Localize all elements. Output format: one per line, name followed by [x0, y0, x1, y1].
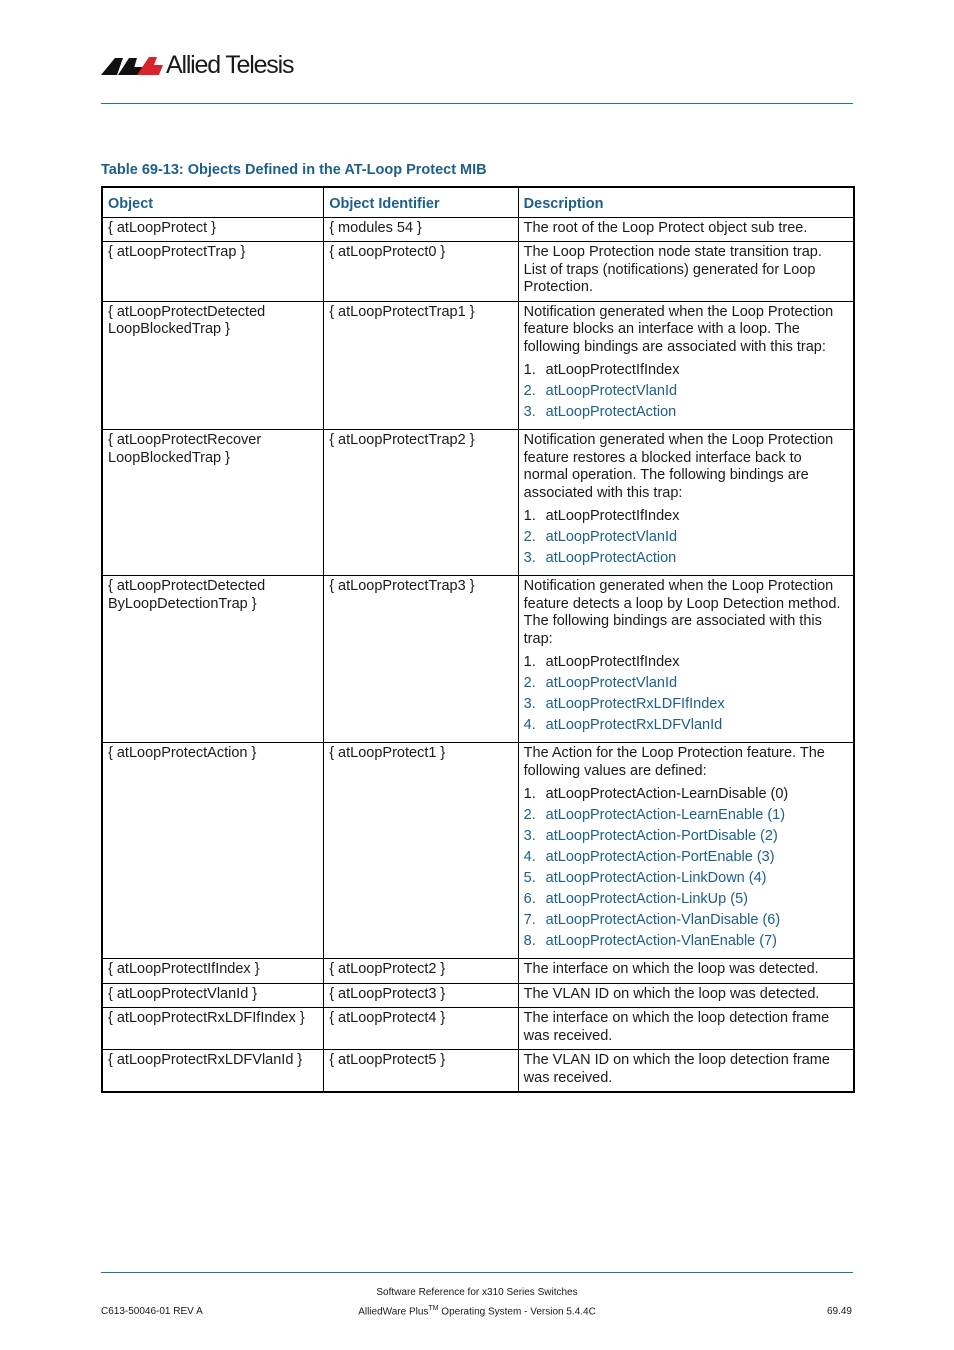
binding-list-item	[524, 786, 848, 803]
footer-page-number: 69.49	[826, 1306, 852, 1317]
table-caption: Table 69-13: Objects Defined in the AT-Loop Protect MIB	[101, 162, 487, 178]
binding-list-item[interactable]	[524, 891, 848, 908]
description-text: The root of the Loop Protect object sub tree.	[523, 219, 808, 236]
list-item-number: 3.	[523, 828, 536, 844]
list-item-number: 2.	[523, 675, 536, 691]
description-text: Notification generated when the Loop Protection feature restores a blocked interface back to normal operation. The following bindings are associated with this trap:	[523, 432, 834, 501]
table-row	[102, 1008, 854, 1050]
list-item-text: atLoopProtectIfIndex	[545, 508, 680, 524]
table-row	[102, 217, 854, 242]
object-identifier-cell: { atLoopProtect1 }	[324, 743, 518, 959]
description-cell	[518, 301, 854, 430]
list-item-text: atLoopProtectIfIndex	[545, 362, 680, 378]
header-object: Object	[102, 187, 324, 217]
description-text: Notification generated when the Loop Protection feature detects a loop by Loop Detection method. The following bindings are associated with this trap:	[523, 578, 841, 647]
object-cell: { atLoopProtect }	[102, 217, 324, 242]
list-item-number: 8.	[523, 933, 536, 949]
binding-list-item[interactable]	[524, 870, 848, 887]
list-item-text: atLoopProtectAction-PortEnable (3)	[545, 849, 775, 865]
binding-list	[524, 654, 848, 734]
description-text: The VLAN ID on which the loop detection frame was received.	[523, 1052, 830, 1086]
description-cell	[518, 1050, 854, 1093]
binding-list-item[interactable]	[524, 807, 848, 824]
object-identifier-cell: { atLoopProtect3 }	[324, 983, 518, 1008]
footer-product-version: Operating System - Version 5.4.4C	[438, 1306, 596, 1318]
object-identifier-cell: { atLoopProtect2 }	[324, 959, 518, 984]
description-text: The Action for the Loop Protection feature. The following values are defined:	[523, 745, 825, 779]
description-text: The interface on which the loop was detected.	[523, 961, 819, 977]
list-item-number: 1.	[523, 362, 536, 378]
brand-name: Allied Telesis	[166, 51, 294, 79]
description-cell	[518, 1008, 854, 1050]
allied-telesis-logo	[101, 50, 293, 80]
list-item-number: 4.	[523, 849, 536, 865]
description-cell	[518, 242, 854, 302]
binding-list-item[interactable]	[524, 912, 848, 929]
mib-objects-table	[101, 186, 855, 1093]
object-cell: { atLoopProtectIfIndex }	[102, 959, 324, 984]
header-object-identifier: Object Identifier	[324, 187, 518, 217]
binding-list-item[interactable]	[524, 717, 848, 734]
object-cell: { atLoopProtectDetected ByLoopDetectionTrap }	[102, 576, 324, 743]
list-item-number: 1.	[523, 654, 536, 670]
description-cell	[518, 576, 854, 743]
binding-list-item[interactable]	[524, 828, 848, 845]
object-identifier-cell: { atLoopProtectTrap2 }	[324, 430, 518, 576]
list-item-text: atLoopProtectRxLDFIfIndex	[545, 696, 725, 712]
object-cell: { atLoopProtectRecover LoopBlockedTrap }	[102, 430, 324, 576]
description-cell	[518, 959, 854, 984]
table-row	[102, 983, 854, 1008]
description-text: The Loop Protection node state transition trap. List of traps (notifications) generated for Loop Protection.	[523, 244, 822, 295]
list-item-number: 3.	[523, 550, 536, 566]
list-item-number: 3.	[523, 696, 536, 712]
list-item-text: atLoopProtectIfIndex	[545, 654, 680, 670]
binding-list-item[interactable]	[524, 404, 848, 421]
list-item-text: atLoopProtectVlanId	[545, 529, 678, 545]
list-item-number: 1.	[523, 508, 536, 524]
binding-list-item[interactable]	[524, 696, 848, 713]
object-identifier-cell: { atLoopProtect4 }	[324, 1008, 518, 1050]
object-cell: { atLoopProtectDetected LoopBlockedTrap }	[102, 301, 324, 430]
binding-list-item[interactable]	[524, 529, 848, 546]
table-body	[102, 217, 854, 1092]
footer-rule	[101, 1272, 853, 1273]
table-row	[102, 743, 854, 959]
footer-product-name: AlliedWare Plus	[358, 1306, 429, 1318]
table-row	[102, 242, 854, 302]
binding-list	[524, 786, 848, 950]
list-item-text: atLoopProtectAction-LinkUp (5)	[545, 891, 748, 907]
list-item-number: 2.	[523, 807, 536, 823]
binding-list-item[interactable]	[524, 849, 848, 866]
list-item-text: atLoopProtectVlanId	[545, 675, 678, 691]
list-item-number: 5.	[523, 870, 536, 886]
list-item-text: atLoopProtectAction-LinkDown (4)	[545, 870, 767, 886]
object-identifier-cell: { atLoopProtect0 }	[324, 242, 518, 302]
list-item-number: 2.	[523, 383, 536, 399]
table-row	[102, 301, 854, 430]
object-identifier-cell: { modules 54 }	[324, 217, 518, 242]
table-header-row	[102, 187, 854, 217]
description-text: The VLAN ID on which the loop was detected.	[523, 985, 820, 1002]
list-item-text: atLoopProtectAction-LearnEnable (1)	[545, 807, 786, 823]
list-item-text: atLoopProtectAction-VlanDisable (6)	[545, 912, 781, 928]
binding-list	[524, 362, 848, 421]
footer-doc-id: C613-50046-01 REV A	[101, 1306, 203, 1317]
binding-list	[524, 508, 848, 567]
object-cell: { atLoopProtectRxLDFVlanId }	[102, 1050, 324, 1093]
list-item-number: 2.	[523, 529, 536, 545]
list-item-text: atLoopProtectAction-PortDisable (2)	[545, 828, 778, 844]
footer-title: Software Reference for x310 Series Switches	[376, 1287, 578, 1298]
list-item-number: 4.	[523, 717, 536, 733]
description-cell	[518, 217, 854, 242]
object-cell: { atLoopProtectVlanId }	[102, 983, 324, 1008]
description-cell	[518, 430, 854, 576]
header-description: Description	[518, 187, 854, 217]
header-rule	[101, 103, 853, 104]
object-identifier-cell: { atLoopProtectTrap3 }	[324, 576, 518, 743]
list-item-text: atLoopProtectAction-LearnDisable (0)	[545, 786, 789, 802]
object-cell: { atLoopProtectAction }	[102, 743, 324, 959]
binding-list-item[interactable]	[524, 675, 848, 692]
footer-trademark: TM	[428, 1305, 439, 1312]
list-item-number: 6.	[523, 891, 536, 907]
description-cell	[518, 743, 854, 959]
list-item-text: atLoopProtectAction	[545, 550, 677, 566]
list-item-text: atLoopProtectAction	[545, 404, 677, 420]
description-text: Notification generated when the Loop Protection feature blocks an interface with a loop. The following bindings are associated with this trap:	[523, 303, 834, 355]
list-item-number: 3.	[523, 404, 536, 420]
list-item-text: atLoopProtectRxLDFVlanId	[545, 717, 723, 733]
binding-list-item[interactable]	[524, 550, 848, 567]
table-row	[102, 576, 854, 743]
binding-list-item	[524, 362, 848, 379]
binding-list-item[interactable]	[524, 933, 848, 950]
list-item-number: 7.	[523, 912, 536, 928]
description-cell	[518, 983, 854, 1008]
object-cell: { atLoopProtectRxLDFIfIndex }	[102, 1008, 324, 1050]
table-row	[102, 1050, 854, 1093]
list-item-text: atLoopProtectVlanId	[545, 383, 678, 399]
object-identifier-cell: { atLoopProtectTrap1 }	[324, 301, 518, 430]
binding-list-item	[524, 654, 848, 671]
description-text: The interface on which the loop detection frame was received.	[523, 1010, 830, 1044]
object-cell: { atLoopProtectTrap }	[102, 242, 324, 302]
list-item-number: 1.	[523, 786, 536, 802]
binding-list-item[interactable]	[524, 383, 848, 400]
list-item-text: atLoopProtectAction-VlanEnable (7)	[545, 933, 777, 949]
allied-telesis-logo-icon	[101, 54, 163, 76]
object-identifier-cell: { atLoopProtect5 }	[324, 1050, 518, 1093]
table-row	[102, 959, 854, 984]
table-row	[102, 430, 854, 576]
binding-list-item	[524, 508, 848, 525]
